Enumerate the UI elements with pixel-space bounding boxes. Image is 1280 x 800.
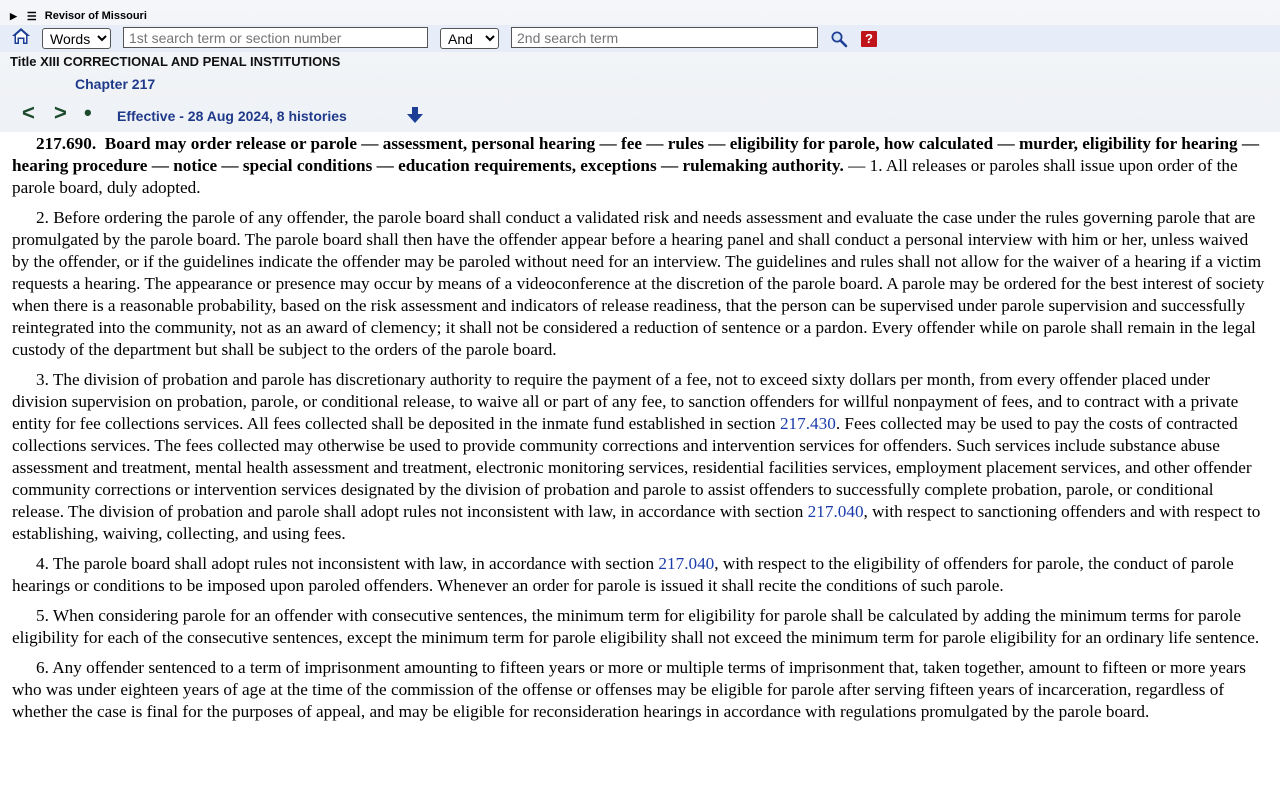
next-section-button[interactable]: > — [54, 100, 67, 125]
paragraph-1-text: — 1. All releases or paroles shall issue upon order of the parole board, duly adopted. — [12, 156, 1238, 197]
section-link-217-430[interactable]: 217.430 — [779, 414, 836, 433]
second-search-term-input[interactable] — [511, 27, 818, 48]
section-number: 217.690. — [36, 134, 97, 153]
statute-paragraph-4 — [12, 553, 1268, 597]
statute-paragraph-2: 2. Before ordering the parole of any offender, the parole board shall conduct a validated risk and needs assessment and evaluate the case under the rules governing parole that are promulgated by the parole board. The parole board shall then have the offender appear before a hearing panel and shall conduct a personal interview with him or her, unless waived by the offender, or if the guidelines indicate the offender may be paroled without need for an interview. The guidelines and rules shall not allow for the waiver of a hearing if a victim requests a hearing. The appearance or presence may occur by means of a videoconference at the discretion of the parole board. A parole may be ordered for the best interest of society when there is a reasonable probability, based on the risk assessment and indicators of release readiness, that the person can be supervised under parole supervision and successfully reintegrated into the community, not as an award of clemency; it shall not be considered a reduction of sentence or a pardon. Every offender while on parole shall remain in the legal custody of the department but shall be subject to the orders of the parole board. — [12, 208, 1265, 359]
hamburger-icon[interactable]: ☰ — [26, 10, 37, 23]
magnifier-icon[interactable] — [830, 30, 848, 48]
statute-paragraph-6: 6. Any offender sentenced to a term of imprisonment amounting to fifteen years or more or multiple terms of imprisonment that, taken together, amount to fifteen or more years who was under eighteen years of age at the time of the commission of the offense or offenses may be eligible for parole after serving fifteen years of incarceration, regardless of whether the case is final for the purposes of appeal, and may be eligible for reconsideration hearings in accordance with regulations promulgated by the parole board. — [12, 658, 1246, 721]
effective-date-link[interactable]: Effective - 28 Aug 2024, 8 histories — [117, 108, 347, 124]
current-section-dot[interactable]: • — [84, 100, 92, 125]
section-heading: Board may order release or parole — assessment, personal hearing — fee — rules — eligibility for parole, how calculated — murder, eligibility for hearing — hearing procedure — notice — special conditions — education requirements, exceptions — rulemaking authority. — [12, 134, 1260, 175]
title-heading: Title XIII CORRECTIONAL AND PENAL INSTITUTIONS — [10, 54, 341, 69]
paragraph-4-text-b: , with respect to the eligibility of offenders for parole, the conduct of parole hearings or conditions to be imposed upon paroled offenders. Whenever an order for parole is issued it shall recite the conditions of such parole. — [12, 554, 1234, 595]
down-arrow-icon[interactable] — [406, 106, 424, 124]
triangle-right-icon[interactable]: ▶ — [10, 10, 17, 21]
paragraph-4-text-a: 4. The parole board shall adopt rules not inconsistent with law, in accordance with section — [36, 554, 659, 573]
search-operator-select[interactable] — [440, 28, 499, 49]
statute-paragraph-3 — [12, 369, 1268, 545]
home-icon[interactable] — [11, 26, 31, 46]
statute-paragraph-5: 5. When considering parole for an offender with consecutive sentences, the minimum term for eligibility for parole shall be calculated by adding the minimum terms for parole eligibility for each of the consecutive sentences, except the minimum term for parole eligibility shall not exceed the minimum term for parole eligibility for an ordinary life sentence. — [12, 606, 1260, 647]
page-header — [0, 0, 1280, 132]
previous-section-button[interactable]: < — [22, 100, 35, 125]
section-link-217-040-b[interactable]: 217.040 — [658, 554, 715, 573]
help-icon[interactable]: ? — [861, 31, 877, 47]
site-name: Revisor of Missouri — [44, 10, 147, 22]
paragraph-3-text-a: 3. The division of probation and parole has discretionary authority to require the payment of a fee, not to exceed sixty dollars per month, from every offender placed under division supervision on probation, parole, or conditional release, to waive all or part of any fee, to sanction offenders for willful nonpayment of fees, and to contract with a private entity for fee collections services. All fees collected shall be deposited in the inmate fund established in section — [12, 370, 1239, 433]
section-link-217-040[interactable]: 217.040 — [807, 502, 864, 521]
section-nav — [0, 100, 1280, 128]
paragraph-3-text-b: . Fees collected may be used to pay the costs of contracted collections services. The fees collected may otherwise be used to provide community corrections and intervention services for offenders. Such services include substance abuse assessment and treatment, mental health assessment and treatment, electronic monitoring services, residential facilities services, employment placement services, and other offender community corrections or intervention services designated by the division of probation and parole to assist offenders to successfully complete probation, parole, or conditional release. The division of probation and parole shall adopt rules not inconsistent with law, in accordance with section — [12, 414, 1252, 521]
search-bar — [0, 25, 1280, 52]
statute-text — [12, 133, 1268, 731]
statute-paragraph-1 — [12, 133, 1268, 199]
search-type-select[interactable] — [42, 28, 111, 49]
first-search-term-input[interactable] — [123, 27, 428, 48]
paragraph-3-text-c: , with respect to sanctioning offenders and with respect to establishing, waiving, collecting, and using fees. — [12, 502, 1261, 543]
site-bar — [10, 9, 147, 23]
chapter-link[interactable]: Chapter 217 — [75, 76, 156, 92]
